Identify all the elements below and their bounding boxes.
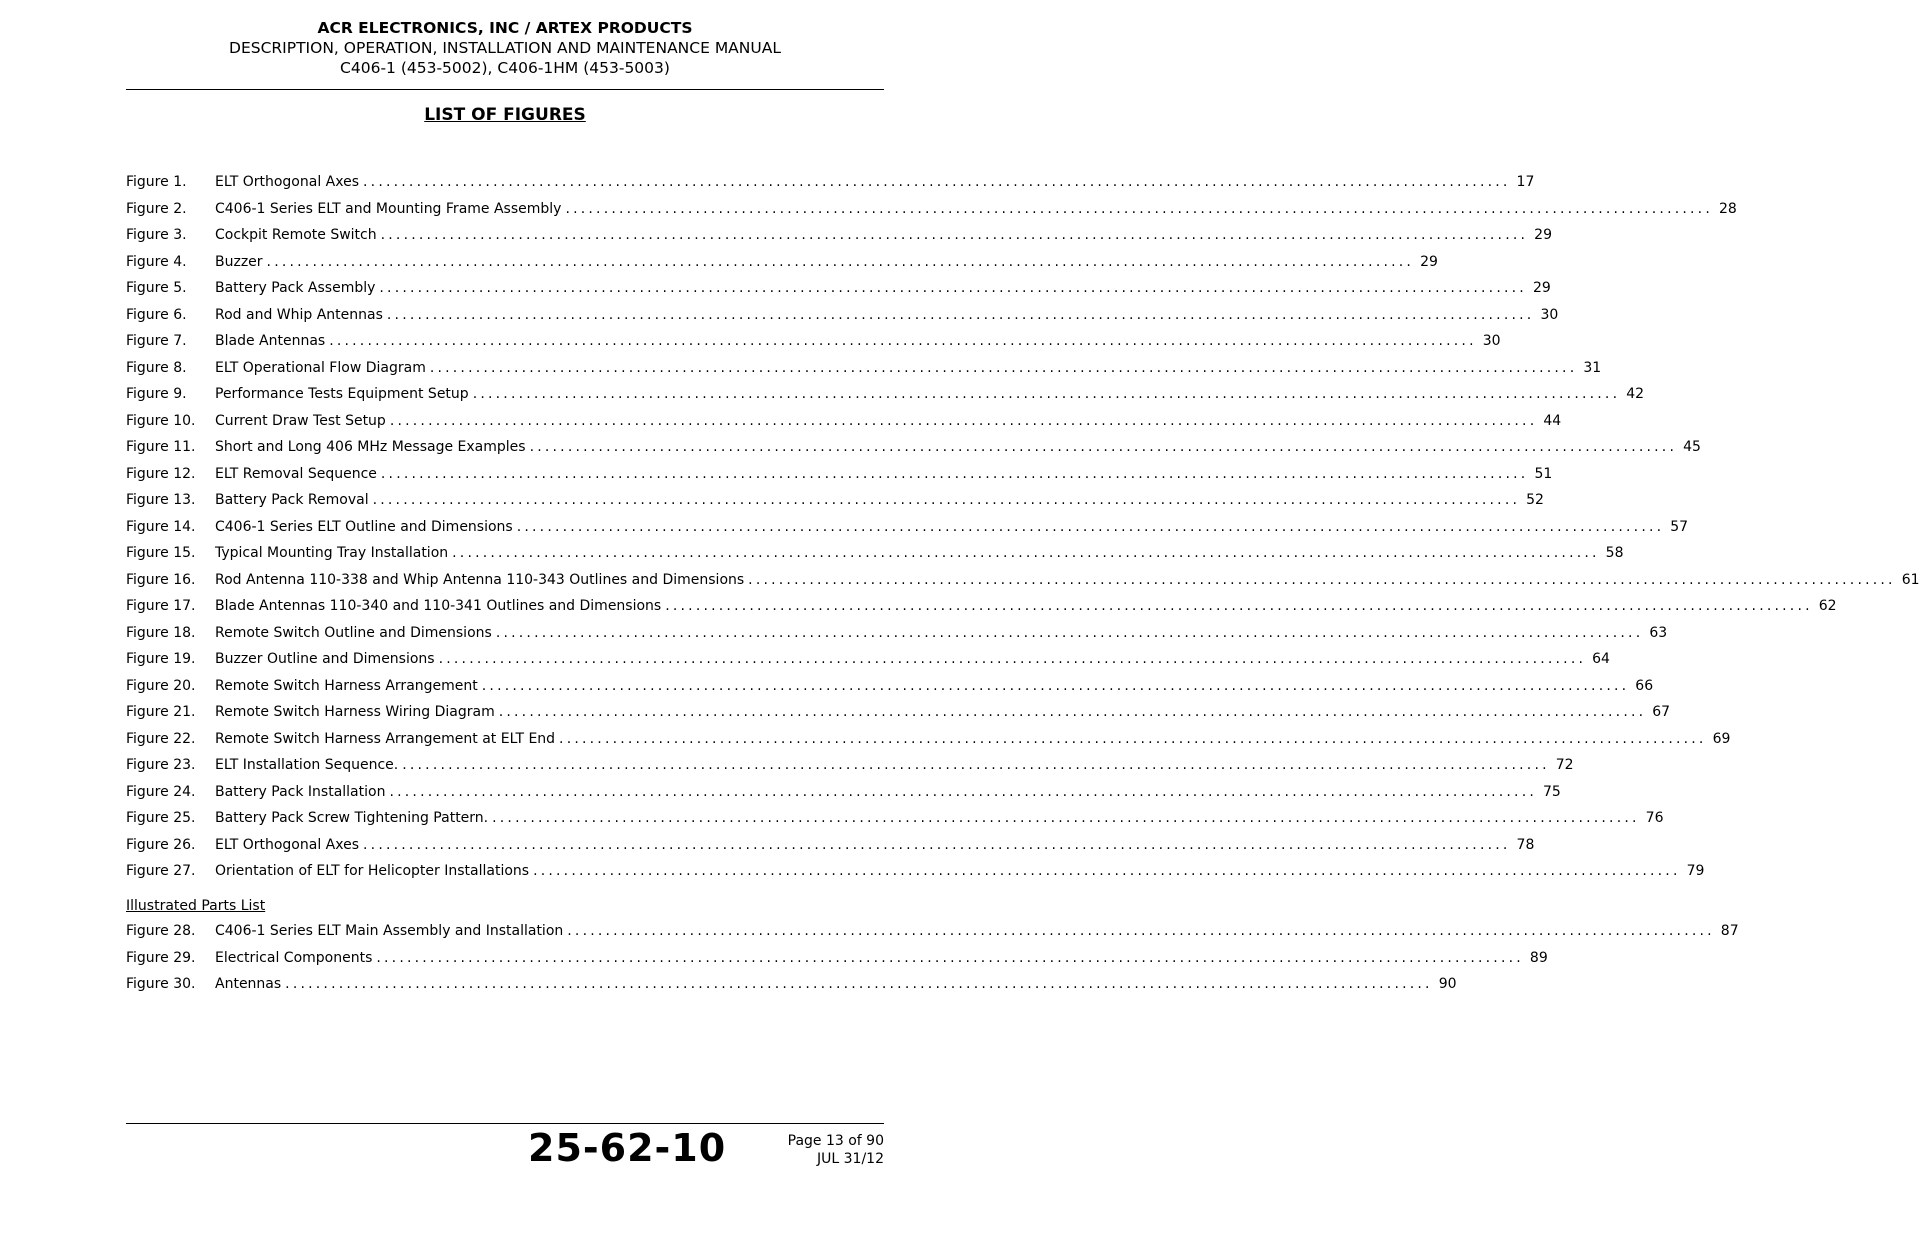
figure-entry[interactable]	[126, 384, 1645, 404]
figure-entry[interactable]	[126, 649, 1610, 669]
figure-page-number: 69	[1707, 729, 1731, 749]
dot-leader: ......................................................................................................................................................	[533, 863, 1681, 879]
figure-entry[interactable]	[126, 702, 1671, 722]
figure-leader	[215, 225, 1552, 245]
dot-leader: ......................................................................................................................................................	[372, 492, 1521, 508]
figure-number: Figure 5.	[126, 280, 187, 296]
figure-title: Current Draw Test Setup	[215, 411, 390, 431]
figure-title: Performance Tests Equipment Setup	[215, 384, 473, 404]
dot-leader: ......................................................................................................................................................	[492, 810, 1640, 826]
figure-leader	[215, 835, 1535, 855]
figure-leader	[215, 974, 1457, 994]
figure-page-number: 78	[1511, 835, 1535, 855]
figure-title: Battery Pack Removal	[215, 490, 373, 510]
figure-entry[interactable]	[126, 948, 1548, 968]
dot-leader: ......................................................................................................................................................	[402, 757, 1550, 773]
figure-number: Figure 18.	[126, 624, 196, 641]
figure-leader	[215, 199, 1737, 219]
revision-date: JUL 31/12	[817, 1151, 884, 1167]
figure-page-number: 29	[1528, 225, 1552, 245]
figure-leader	[215, 729, 1731, 749]
figure-entry[interactable]	[126, 331, 1501, 351]
page-number: Page 13 of 90	[787, 1133, 884, 1149]
figure-title: ELT Operational Flow Diagram	[215, 358, 430, 378]
figure-entry[interactable]	[126, 490, 1544, 510]
figure-number: Figure 9.	[126, 386, 187, 402]
figure-number: Figure 11.	[126, 439, 196, 455]
figure-title: Remote Switch Harness Wiring Diagram	[215, 702, 499, 722]
figure-title: ELT Orthogonal Axes	[215, 172, 363, 192]
figure-entry[interactable]	[126, 755, 1574, 775]
figure-page-number: 89	[1524, 948, 1548, 968]
figure-title: Short and Long 406 MHz Message Examples	[215, 437, 530, 457]
figure-number: Figure 7.	[126, 333, 187, 349]
figure-title: Antennas	[215, 974, 285, 994]
figure-page-number: 79	[1681, 861, 1705, 881]
figure-entry[interactable]	[126, 861, 1705, 881]
figure-entry[interactable]	[126, 808, 1664, 828]
figure-title: Typical Mounting Tray Installation	[215, 543, 452, 563]
figure-leader	[215, 649, 1610, 669]
dot-leader: ......................................................................................................................................................	[529, 439, 1678, 455]
dot-leader: ......................................................................................................................................................	[429, 359, 1578, 376]
figure-entry[interactable]	[126, 411, 1562, 431]
page-title: LIST OF FIGURES	[424, 105, 586, 125]
figure-page-number: 87	[1715, 921, 1739, 941]
dot-leader: ......................................................................................................................................................	[329, 333, 1477, 349]
figure-entry[interactable]	[126, 464, 1553, 484]
figure-title: Electrical Components	[215, 948, 376, 968]
figure-title: Rod and Whip Antennas	[215, 305, 387, 325]
figure-entry[interactable]	[126, 782, 1561, 802]
figure-number: Figure 16.	[126, 571, 196, 588]
figure-leader	[215, 676, 1654, 696]
figure-leader	[215, 331, 1501, 351]
figure-entry[interactable]	[126, 676, 1654, 696]
figure-title: Blade Antennas 110-340 and 110-341 Outlines and Dimensions	[215, 596, 665, 616]
dot-leader: ......................................................................................................................................................	[389, 412, 1538, 429]
figure-title: Blade Antennas	[215, 331, 329, 351]
figure-page-number: 31	[1577, 358, 1601, 378]
figure-page-number: 17	[1511, 172, 1535, 192]
figure-page-number: 30	[1477, 331, 1501, 351]
figure-leader	[215, 543, 1624, 563]
dot-leader: ......................................................................................................................................................	[559, 730, 1707, 747]
figure-entry[interactable]	[126, 729, 1731, 749]
dot-leader: ......................................................................................................................................................	[567, 923, 1715, 939]
figure-leader	[215, 861, 1705, 881]
figure-title: Orientation of ELT for Helicopter Installations	[215, 861, 533, 881]
dot-leader: ......................................................................................................................................................	[363, 174, 1511, 190]
figure-page-number: 30	[1534, 305, 1558, 325]
figure-leader	[215, 172, 1535, 192]
figure-title: Remote Switch Harness Arrangement	[215, 676, 482, 696]
dot-leader: ......................................................................................................................................................	[386, 306, 1535, 323]
figure-page-number: 64	[1586, 649, 1610, 669]
dot-leader: ......................................................................................................................................................	[380, 227, 1529, 243]
figure-entry[interactable]	[126, 252, 1438, 272]
figure-entry[interactable]	[126, 225, 1552, 245]
figure-page-number: 28	[1713, 199, 1737, 219]
figure-number: Figure 22.	[126, 730, 196, 747]
illustrated-parts-list-heading: Illustrated Parts List	[126, 898, 266, 914]
figure-page-number: 52	[1520, 490, 1544, 510]
figure-leader	[215, 437, 1701, 457]
figure-entry[interactable]	[126, 278, 1551, 298]
figure-leader	[215, 517, 1689, 537]
model-numbers: C406-1 (453-5002), C406-1HM (453-5003)	[340, 59, 670, 77]
figure-page-number: 61	[1896, 570, 1920, 590]
figure-title: C406-1 Series ELT Outline and Dimensions	[215, 517, 517, 537]
figure-title: ELT Removal Sequence	[215, 464, 381, 484]
figure-number: Figure 14.	[126, 518, 196, 535]
footer-rule	[126, 1123, 884, 1124]
figure-leader	[215, 464, 1553, 484]
dot-leader: ......................................................................................................................................................	[379, 280, 1527, 296]
dot-leader: ......................................................................................................................................................	[495, 624, 1644, 641]
page-info	[760, 1132, 884, 1168]
figure-title: ELT Installation Sequence.	[215, 755, 402, 775]
figure-number: Figure 27.	[126, 863, 196, 879]
figure-leader	[215, 278, 1551, 298]
figure-number: Figure 6.	[126, 306, 187, 323]
figure-page-number: 67	[1646, 702, 1670, 722]
figure-leader	[215, 702, 1671, 722]
figure-number: Figure 15.	[126, 545, 196, 561]
figure-number: Figure 1.	[126, 174, 187, 190]
figure-entry[interactable]	[126, 623, 1668, 643]
figure-page-number: 72	[1550, 755, 1574, 775]
figure-title: Battery Pack Screw Tightening Pattern.	[215, 808, 492, 828]
figure-title: Battery Pack Installation	[215, 782, 389, 802]
figure-leader	[215, 252, 1438, 272]
figure-entry[interactable]	[126, 570, 1920, 590]
figure-entry[interactable]	[126, 596, 1837, 616]
figure-leader	[215, 782, 1561, 802]
header-rule	[126, 89, 884, 90]
figure-entry[interactable]	[126, 305, 1559, 325]
manual-title: DESCRIPTION, OPERATION, INSTALLATION AND MAINTENANCE MANUAL	[229, 39, 781, 57]
figure-entry[interactable]	[126, 437, 1701, 457]
figure-page-number: 76	[1640, 808, 1664, 828]
figure-leader	[215, 808, 1664, 828]
figure-number: Figure 17.	[126, 598, 196, 614]
figure-title: ELT Orthogonal Axes	[215, 835, 363, 855]
dot-leader: ......................................................................................................................................................	[380, 465, 1529, 482]
dot-leader: ......................................................................................................................................................	[748, 571, 1896, 588]
dot-leader: ......................................................................................................................................................	[452, 545, 1600, 561]
figure-number: Figure 19.	[126, 651, 196, 667]
figure-number: Figure 28.	[126, 923, 196, 939]
figure-page-number: 45	[1677, 437, 1701, 457]
figure-page-number: 75	[1537, 782, 1561, 802]
figure-number: Figure 10.	[126, 412, 196, 429]
figure-page-number: 29	[1414, 252, 1438, 272]
figure-title: Rod Antenna 110-338 and Whip Antenna 110-343 Outlines and Dimensions	[215, 570, 748, 590]
figure-number: Figure 13.	[126, 492, 196, 508]
figure-leader	[215, 921, 1739, 941]
figure-page-number: 29	[1527, 278, 1551, 298]
dot-leader: ......................................................................................................................................................	[481, 677, 1630, 694]
figure-number: Figure 20.	[126, 677, 196, 694]
figure-title: Remote Switch Harness Arrangement at ELT End	[215, 729, 559, 749]
figure-page-number: 63	[1643, 623, 1667, 643]
figure-page-number: 42	[1620, 384, 1644, 404]
dot-leader: ......................................................................................................................................................	[565, 200, 1713, 217]
figure-title: Remote Switch Outline and Dimensions	[215, 623, 496, 643]
dot-leader: ......................................................................................................................................................	[498, 704, 1647, 720]
figure-leader	[215, 490, 1544, 510]
figure-page-number: 66	[1629, 676, 1653, 696]
figure-number: Figure 29.	[126, 949, 196, 966]
figure-number: Figure 3.	[126, 227, 187, 243]
figure-leader	[215, 755, 1574, 775]
figure-page-number: 90	[1433, 974, 1457, 994]
figure-title: C406-1 Series ELT and Mounting Frame Assembly	[215, 199, 565, 219]
figure-leader	[215, 384, 1645, 404]
figure-leader	[215, 411, 1562, 431]
figure-number: Figure 12.	[126, 465, 196, 482]
figure-title: Battery Pack Assembly	[215, 278, 379, 298]
dot-leader: ......................................................................................................................................................	[516, 518, 1665, 535]
figure-leader	[215, 570, 1920, 590]
figure-number: Figure 30.	[126, 976, 196, 992]
figure-number: Figure 2.	[126, 200, 187, 217]
figure-leader	[215, 623, 1668, 643]
dot-leader: ......................................................................................................................................................	[285, 976, 1433, 992]
figure-entry[interactable]	[126, 172, 1535, 192]
figure-leader	[215, 596, 1837, 616]
figure-title: Cockpit Remote Switch	[215, 225, 381, 245]
figure-leader	[215, 305, 1559, 325]
figure-number: Figure 4.	[126, 253, 187, 270]
chapter-code: 25-62-10	[528, 1126, 727, 1170]
figure-entry[interactable]	[126, 921, 1739, 941]
figure-leader	[215, 358, 1602, 378]
dot-leader: ......................................................................................................................................................	[363, 836, 1511, 853]
figure-title: Buzzer	[215, 252, 267, 272]
figure-number: Figure 24.	[126, 783, 196, 800]
figure-entry[interactable]	[126, 517, 1689, 537]
figure-page-number: 44	[1537, 411, 1561, 431]
figure-leader	[215, 948, 1548, 968]
dot-leader: ......................................................................................................................................................	[389, 783, 1537, 800]
dot-leader: ......................................................................................................................................................	[438, 651, 1587, 667]
figure-number: Figure 21.	[126, 704, 196, 720]
dot-leader: ......................................................................................................................................................	[472, 386, 1621, 402]
figure-entry[interactable]	[126, 358, 1602, 378]
dot-leader: ......................................................................................................................................................	[376, 949, 1524, 966]
figure-title: Buzzer Outline and Dimensions	[215, 649, 439, 669]
figure-entry[interactable]	[126, 835, 1535, 855]
dot-leader: ......................................................................................................................................................	[665, 598, 1813, 614]
figure-entry[interactable]	[126, 974, 1457, 994]
figure-page-number: 62	[1813, 596, 1837, 616]
dot-leader: ......................................................................................................................................................	[266, 253, 1415, 270]
figure-entry[interactable]	[126, 543, 1624, 563]
figure-page-number: 58	[1600, 543, 1624, 563]
figure-number: Figure 8.	[126, 359, 187, 376]
company-name: ACR ELECTRONICS, INC / ARTEX PRODUCTS	[317, 19, 693, 37]
figure-page-number: 57	[1664, 517, 1688, 537]
figure-page-number: 51	[1528, 464, 1552, 484]
figure-title: C406-1 Series ELT Main Assembly and Installation	[215, 921, 567, 941]
figure-number: Figure 26.	[126, 836, 196, 853]
document-header	[126, 18, 884, 78]
figure-number: Figure 23.	[126, 757, 196, 773]
figure-number: Figure 25.	[126, 810, 196, 826]
figure-entry[interactable]	[126, 199, 1737, 219]
